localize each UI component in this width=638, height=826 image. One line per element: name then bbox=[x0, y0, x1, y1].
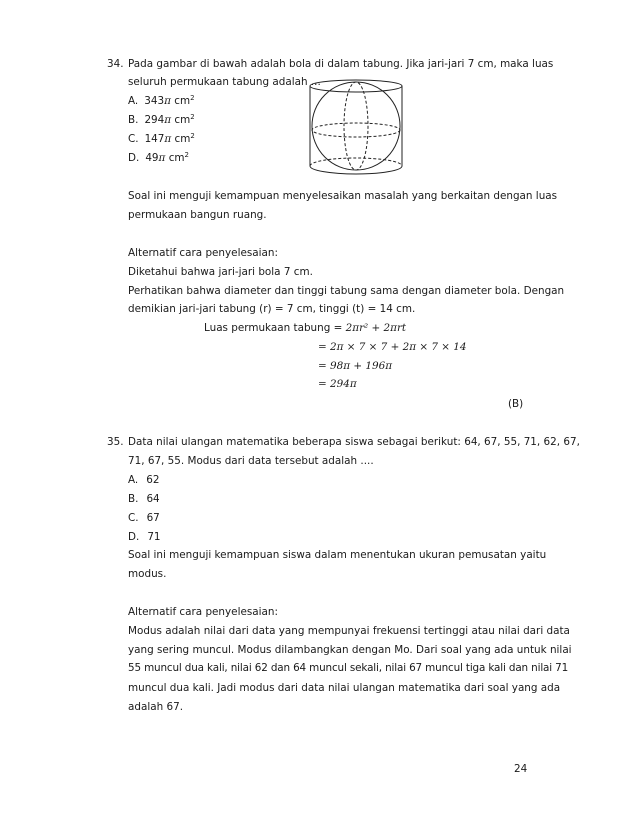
q34-formula: Luas permukaan tabung = 2πr² + 2πrt bbox=[204, 322, 407, 334]
cylinder-bottom-back bbox=[310, 158, 402, 166]
q35-solution-line-1: Modus adalah nilai dari data yang mempunyai frekuensi tertinggi atau nilai dari data bbox=[128, 625, 570, 637]
q34-solution-line-1: Diketahui bahwa jari-jari bola 7 cm. bbox=[128, 266, 313, 278]
q35-description-line-2: modus. bbox=[128, 568, 167, 580]
q35-solution-line-2: yang sering muncul. Modus dilambangkan dengan Mo. Dari soal yang ada untuk nilai bbox=[128, 644, 572, 656]
sphere-in-cylinder-figure bbox=[300, 76, 412, 186]
q35-alt-title: Alternatif cara penyelesaian: bbox=[128, 606, 278, 618]
q35-solution-line-5: adalah 67. bbox=[128, 701, 183, 713]
q34-formula-step-1: = 2π × 7 × 7 + 2π × 7 × 14 bbox=[318, 341, 467, 353]
q34-formula-step-3: = 294π bbox=[318, 378, 357, 390]
q34-description-line-2: permukaan bangun ruang. bbox=[128, 209, 267, 221]
q34-alt-title: Alternatif cara penyelesaian: bbox=[128, 247, 278, 259]
sphere-outline bbox=[312, 82, 400, 170]
q34-option-c: C. 147π $cm^2$ bbox=[128, 132, 195, 145]
q35-option-b: B. 64 bbox=[128, 493, 160, 505]
q35-option-c: C. 67 bbox=[128, 512, 160, 524]
q34-solution-line-2: Perhatikan bahwa diameter dan tinggi tabung sama dengan diameter bola. Dengan bbox=[128, 285, 565, 297]
q34-option-d: D. 49π $cm^2$ bbox=[128, 151, 189, 164]
q35-option-d: D. 71 bbox=[128, 531, 161, 543]
q35-stem-line-2: 71, 67, 55. Modus dari data tersebut adalah .... bbox=[128, 455, 374, 467]
q35-description-line-1: Soal ini menguji kemampuan siswa dalam menentukan ukuran pemusatan yaitu bbox=[128, 549, 547, 561]
q34-option-a: A. 343π $cm^2$ bbox=[128, 94, 195, 107]
sphere-meridian bbox=[344, 82, 368, 170]
q34-stem-line-1: Pada gambar di bawah adalah bola di dalam tabung. Jika jari-jari 7 cm, maka luas bbox=[128, 58, 554, 70]
q34-option-b: B. 294π $cm^2$ bbox=[128, 113, 195, 126]
q35-option-a: A. 62 bbox=[128, 474, 160, 486]
q35-stem-line-1: Data nilai ulangan matematika beberapa siswa sebagai berikut: 64, 67, 55, 71, 62, 67, bbox=[128, 436, 580, 448]
sphere-equator bbox=[312, 123, 400, 137]
q34-number: 34. bbox=[107, 58, 124, 70]
q34-description-line-1: Soal ini menguji kemampuan menyelesaikan masalah yang berkaitan dengan luas bbox=[128, 190, 558, 202]
q35-solution-line-4: muncul dua kali. Jadi modus dari data nilai ulangan matematika dari soal yang ada bbox=[128, 682, 561, 694]
q34-stem-line-2: seluruh permukaan tabung adalah ... bbox=[128, 76, 321, 88]
q34-solution-line-3: demikian jari-jari tabung (r) = 7 cm, tinggi (t) = 14 cm. bbox=[128, 303, 416, 315]
q34-answer: (B) bbox=[508, 398, 524, 410]
q34-formula-step-2: = 98π + 196π bbox=[318, 360, 393, 372]
q35-solution-line-3: 55 muncul dua kali, nilai 62 dan 64 muncul sekali, nilai 67 muncul tiga kali dan nilai 71 bbox=[128, 662, 569, 674]
page-number: 24 bbox=[514, 763, 528, 775]
q35-number: 35. bbox=[107, 436, 124, 448]
